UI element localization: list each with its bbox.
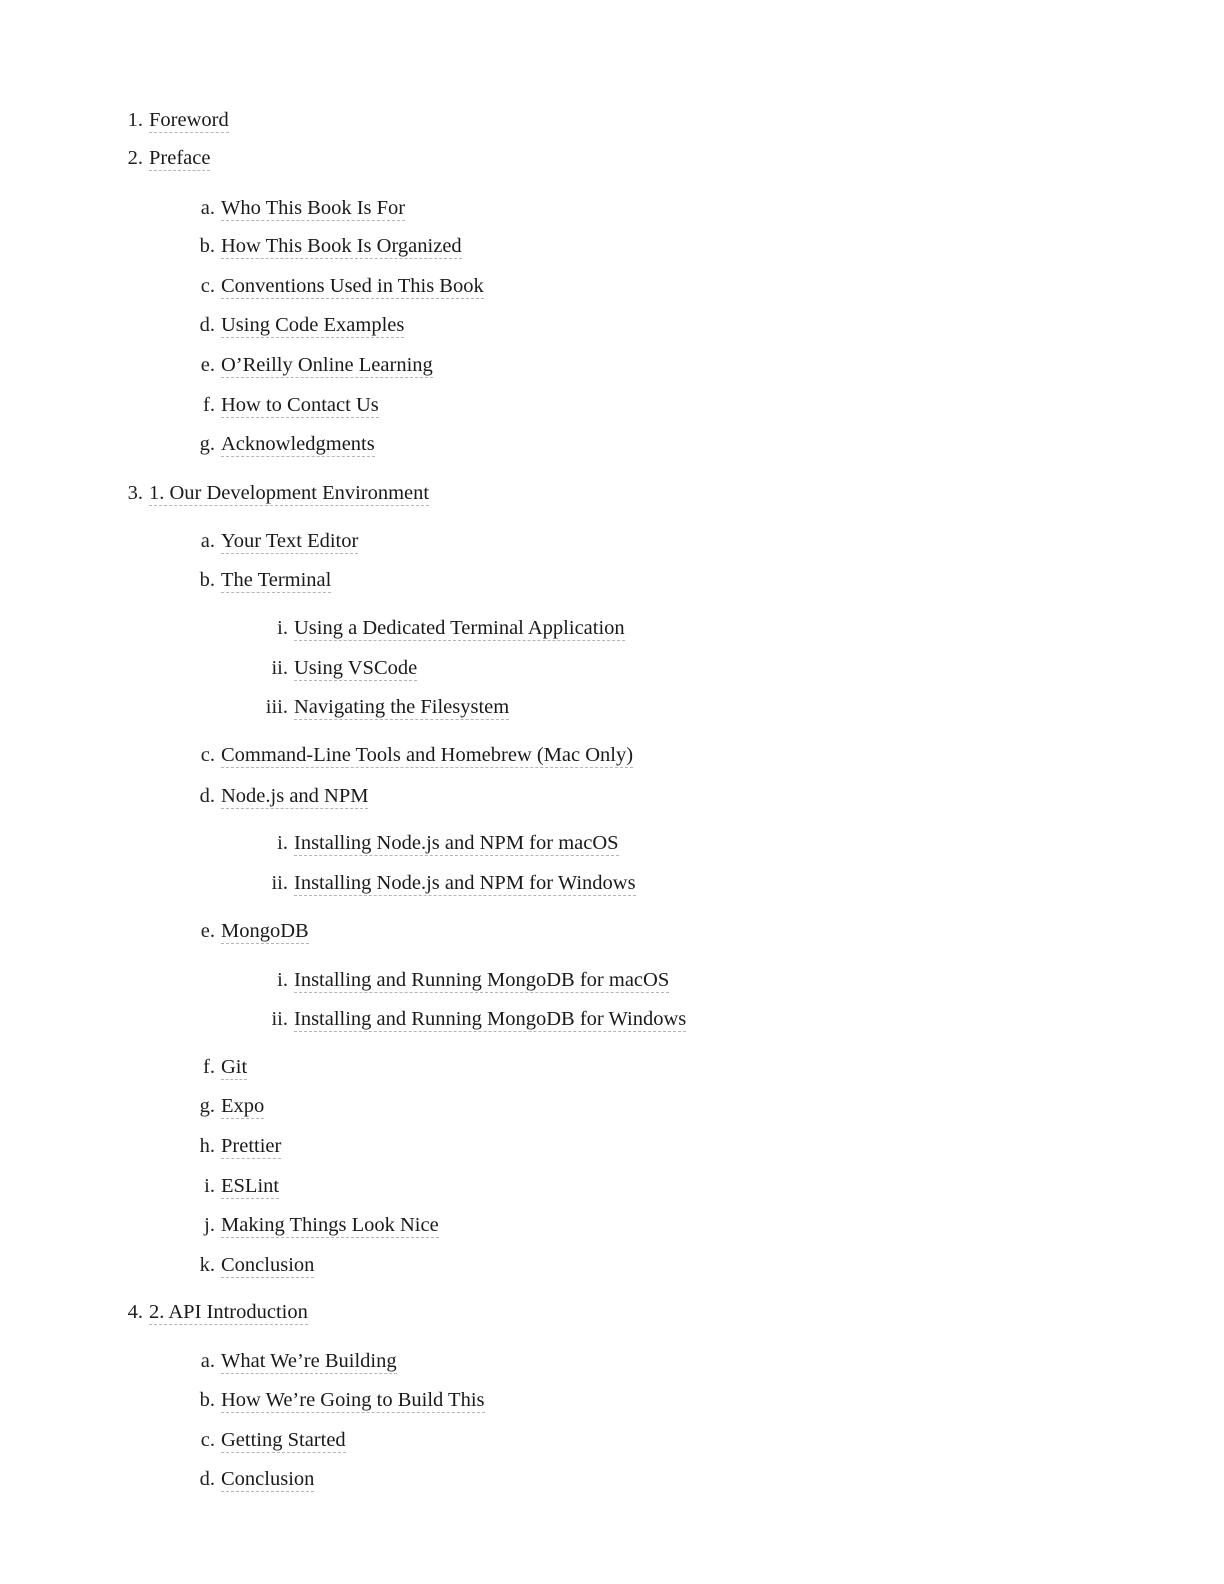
toc-item-link[interactable]: Expo [221,1095,265,1117]
toc-item-link[interactable]: Who This Book Is For [221,197,406,219]
toc-item [199,233,462,259]
toc-item-marker: c. [200,1429,215,1451]
toc-item-link[interactable]: Prettier [221,1135,282,1157]
toc-item [200,918,309,944]
toc-item-marker: h. [199,1135,215,1157]
toc-item [199,1093,265,1119]
toc-item-link[interactable]: Using Code Examples [221,314,405,336]
toc-item-link[interactable]: Installing Node.js and NPM for Windows [294,872,636,894]
toc-item [265,694,510,720]
toc-item-link[interactable]: Installing and Running MongoDB for Windows [294,1008,687,1030]
toc-item-marker: a. [200,530,215,552]
toc-item [200,273,484,299]
toc-item-link[interactable]: How to Contact Us [221,394,379,416]
toc-item-marker: i. [277,832,288,854]
toc-item-marker: i. [277,617,288,639]
toc-item-link[interactable]: Preface [149,147,211,169]
toc-item [204,1173,280,1199]
toc-item-link[interactable]: How We’re Going to Build This [221,1389,485,1411]
toc-item-link[interactable]: Using VSCode [294,657,418,679]
toc-item-link[interactable]: Command-Line Tools and Homebrew (Mac Only) [221,744,634,766]
toc-item-marker: g. [199,433,215,455]
toc-item [199,783,369,809]
toc-item-marker: ii. [271,872,288,894]
toc-item-marker: c. [200,275,215,297]
toc-item [127,107,229,133]
toc-item-marker: i. [204,1175,215,1197]
toc-item [199,431,375,457]
toc-item [199,1133,282,1159]
toc-item [199,312,405,338]
toc-item-link[interactable]: Conclusion [221,1468,315,1490]
toc-item-marker: ii. [271,1008,288,1030]
toc-item-link[interactable]: Making Things Look Nice [221,1214,439,1236]
toc-item-link[interactable]: How This Book Is Organized [221,235,462,257]
toc-item [199,567,332,593]
toc-item-marker: c. [200,744,215,766]
toc-item-marker: b. [199,569,215,591]
toc-item-link[interactable]: Acknowledgments [221,433,375,455]
toc-item [203,392,379,418]
toc-item-link[interactable]: Foreword [149,109,229,131]
toc-item-marker: i. [277,969,288,991]
toc-item-link[interactable]: Conventions Used in This Book [221,275,484,297]
toc-item-marker: g. [199,1095,215,1117]
toc-item [200,352,433,378]
toc-item-marker: k. [199,1254,215,1276]
toc-item [277,830,619,856]
toc-item-marker: 2. [127,147,143,169]
toc-item-link[interactable]: Your Text Editor [221,530,359,552]
toc-item [203,1054,248,1080]
toc-item-marker: 1. [127,109,143,131]
toc-item-marker: j. [204,1214,215,1236]
toc-item-link[interactable]: ESLint [221,1175,280,1197]
toc-item [204,1212,439,1238]
toc-item [199,1387,485,1413]
toc-item [277,615,625,641]
toc-item [200,742,634,768]
toc-item-link[interactable]: Node.js and NPM [221,785,369,807]
toc-item-marker: d. [199,1468,215,1490]
toc-item-marker: b. [199,1389,215,1411]
toc-item [271,655,418,681]
toc-item-marker: 4. [127,1301,143,1323]
toc-item-marker: ii. [271,657,288,679]
toc-item [277,967,670,993]
toc-item-marker: 3. [127,482,143,504]
toc-item [200,195,406,221]
toc-item [271,1006,687,1032]
toc-item [127,145,211,171]
toc-item-link[interactable]: Navigating the Filesystem [294,696,510,718]
toc-item-link[interactable]: Git [221,1056,248,1078]
toc-item-marker: f. [203,1056,215,1078]
toc-item [200,528,359,554]
toc-item-link[interactable]: 1. Our Development Environment [149,482,430,504]
toc-item-link[interactable]: O’Reilly Online Learning [221,354,433,376]
toc-item-link[interactable]: Installing and Running MongoDB for macOS [294,969,670,991]
toc-item-marker: d. [199,314,215,336]
toc-item [127,1299,308,1325]
toc-item [199,1252,315,1278]
toc-item-link[interactable]: Conclusion [221,1254,315,1276]
toc-item-marker: b. [199,235,215,257]
toc-item-marker: a. [200,197,215,219]
toc-item-marker: iii. [265,696,288,718]
toc-item-link[interactable]: 2. API Introduction [149,1301,308,1323]
toc-item-marker: a. [200,1350,215,1372]
toc-item-marker: d. [199,785,215,807]
toc-item-marker: e. [200,920,215,942]
toc-item-link[interactable]: Using a Dedicated Terminal Application [294,617,625,639]
toc-item [200,1427,346,1453]
toc-item-link[interactable]: Installing Node.js and NPM for macOS [294,832,619,854]
toc-item-link[interactable]: MongoDB [221,920,309,942]
toc-item [271,870,636,896]
toc-item-link[interactable]: What We’re Building [221,1350,397,1372]
toc-item [127,480,430,506]
toc-item [199,1466,315,1492]
toc-item-link[interactable]: The Terminal [221,569,332,591]
toc-item-marker: f. [203,394,215,416]
toc-item [200,1348,397,1374]
toc-item-link[interactable]: Getting Started [221,1429,346,1451]
toc-item-marker: e. [200,354,215,376]
